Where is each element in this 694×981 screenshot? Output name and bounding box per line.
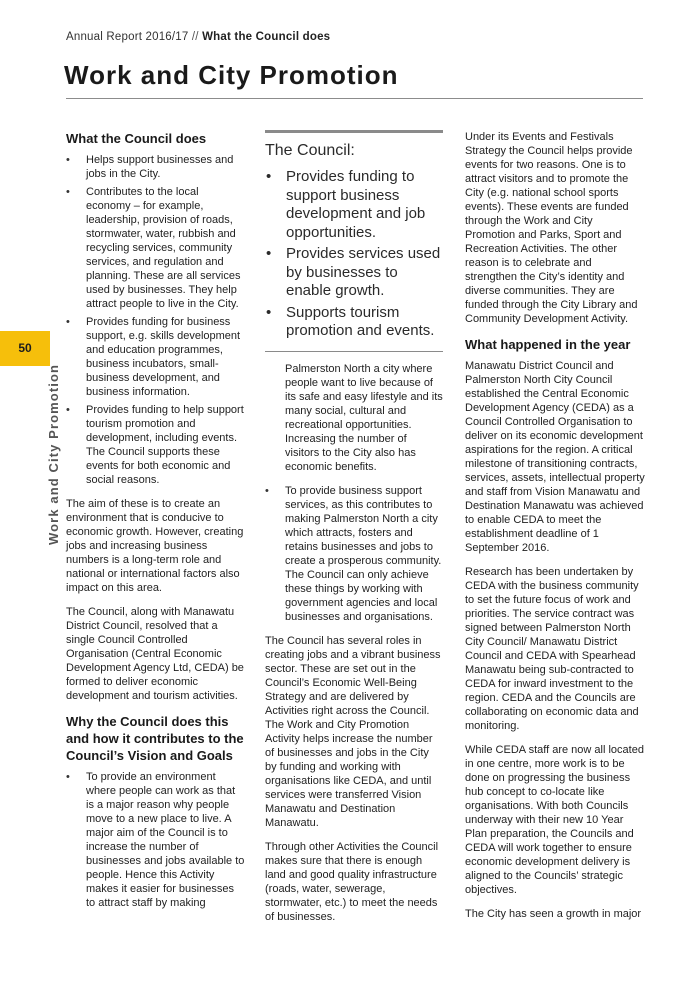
- side-section-label: Work and City Promotion: [46, 363, 61, 545]
- continued-bullet-text: Palmerston North a city where people want to live because of its safe and easy lifestyle and its many social, cultural and recreational opportunities. Increasing the number of visitors to the City also has economic benefits.: [285, 362, 443, 473]
- page-title: Work and City Promotion: [64, 60, 399, 90]
- column-2: [265, 130, 443, 934]
- list-item: • Provides funding to help support tourism promotion and development, including events. The Council supports these events for both economic and social reasons.: [66, 403, 246, 487]
- column-1: [66, 130, 246, 920]
- callout-list: [265, 168, 443, 341]
- list-item: • Provides funding for business support, e.g. skills development and education programmes, business incubators, small-business development, and business information.: [66, 315, 246, 399]
- why-bullet-list: [66, 770, 246, 910]
- callout-item: • Provides services used by businesses to enable growth.: [265, 245, 443, 301]
- title-divider: [66, 98, 643, 99]
- paragraph: While CEDA staff are now all located in one centre, more work is to be done on progressing the business hub concept to co-locate like organisations. With both Councils underway with their new 10 Year Plan preparation, the Councils and CEDA will work together to ensure economic development delivery is aligned to the Councils’ strategic objectives.: [465, 744, 644, 896]
- year-heading: What happened in the year: [465, 337, 631, 352]
- paragraph: Under its Events and Festivals Strategy the Council helps provide events for two reasons. One is to attract visitors and to promote the City (e.g. national school sports events). These events are funded through the Work and City Promotion and Parks, Sport and Recreation Activities. The other reason is to celebrate and strengthen the City’s identity and diverse communities. They are funded through the City Library and Community Development Activity.: [465, 131, 638, 325]
- council-callout-box: [265, 130, 443, 352]
- callout-item: • Provides funding to support business development and job opportunities.: [265, 168, 443, 242]
- paragraph: The Council, along with Manawatu District Council, resolved that a single Council Controlled Organisation (Central Economic Development Agency Ltd, CEDA) be formed to deliver economic development and tourism activities.: [66, 606, 244, 702]
- support-bullet-list: [265, 484, 443, 624]
- report-name: Annual Report 2016/17: [66, 31, 189, 43]
- list-item: • Helps support businesses and jobs in the City.: [66, 153, 246, 181]
- header-section: What the Council does: [202, 31, 331, 43]
- list-item: • Contributes to the local economy – for example, leadership, provision of roads, stormwater, water, rubbish and recycling services, community services, and regulation and planning. These are all services used by businesses. They help attract people to live in the City.: [66, 185, 246, 311]
- paragraph: Through other Activities the Council makes sure that there is enough land and good quality infrastructure (roads, water, sewerage, stormwater, etc.) to meet the needs of businesses.: [265, 840, 439, 923]
- paragraph: Research has been undertaken by CEDA with the business community to set the future focus of work and priorities. The service contract was signed between Palmerston North City Council/ Manawatu District Council and CEDA with Spearhead Manawatu being sub-contracted to CEDA for inward investment to the region. CEDA and the Councils are collaborating on economic data and monitoring.: [465, 566, 639, 732]
- column-3: [465, 130, 645, 931]
- why-heading: Why the Council does this and how it contributes to the Council’s Vision and Goals: [66, 714, 244, 763]
- list-item: • To provide an environment where people can work as that is a major reason why people move to a new place to live. A major aim of the Council is to increase the number of businesses and jobs available to people. Hence this Activity makes it easier for businesses to attract staff by making: [66, 770, 246, 910]
- paragraph: The aim of these is to create an environment that is conducive to economic growth. However, creating jobs and increasing business numbers is a long-term role and national or international factors also impact on this area.: [66, 498, 244, 594]
- paragraph: The Council has several roles in creating jobs and a vibrant business sector. These are set out in the Council’s Economic Well-Being Strategy and are delivered by Activities right across the Council. The Work and City Promotion Activity helps increase the number of businesses and jobs in the City by funding and working with organisations like CEDA, and until services were transferred Vision Manawatu and Destination Manawatu.: [265, 634, 441, 829]
- callout-title: The Council:: [265, 142, 355, 159]
- what-bullet-list: [66, 153, 246, 487]
- running-header: [66, 31, 330, 43]
- list-item: • To provide business support services, as this contributes to making Palmerston North a city which attracts, fosters and retains businesses and jobs to create a prosperous community. The Council can only achieve these things by working with government agencies and local businesses and organisations.: [265, 484, 443, 624]
- paragraph: Manawatu District Council and Palmerston North City Council established the Central Economic Development Agency (CEDA) as a Council Controlled Organisation to deliver on its economic development aspirations for the region. A critical milestone of transitioning contracts, services, assets, intellectual property and staff from Vision Manawatu and Destination Manawatu was achieved to enable CEDA to meet the establishment deadline of 1 September 2016.: [465, 360, 645, 554]
- page-number: 50: [18, 341, 32, 355]
- callout-item: • Supports tourism promotion and events.: [265, 304, 443, 341]
- header-separator: //: [191, 31, 199, 43]
- what-heading: What the Council does: [66, 131, 207, 146]
- paragraph: The City has seen a growth in major: [465, 908, 642, 920]
